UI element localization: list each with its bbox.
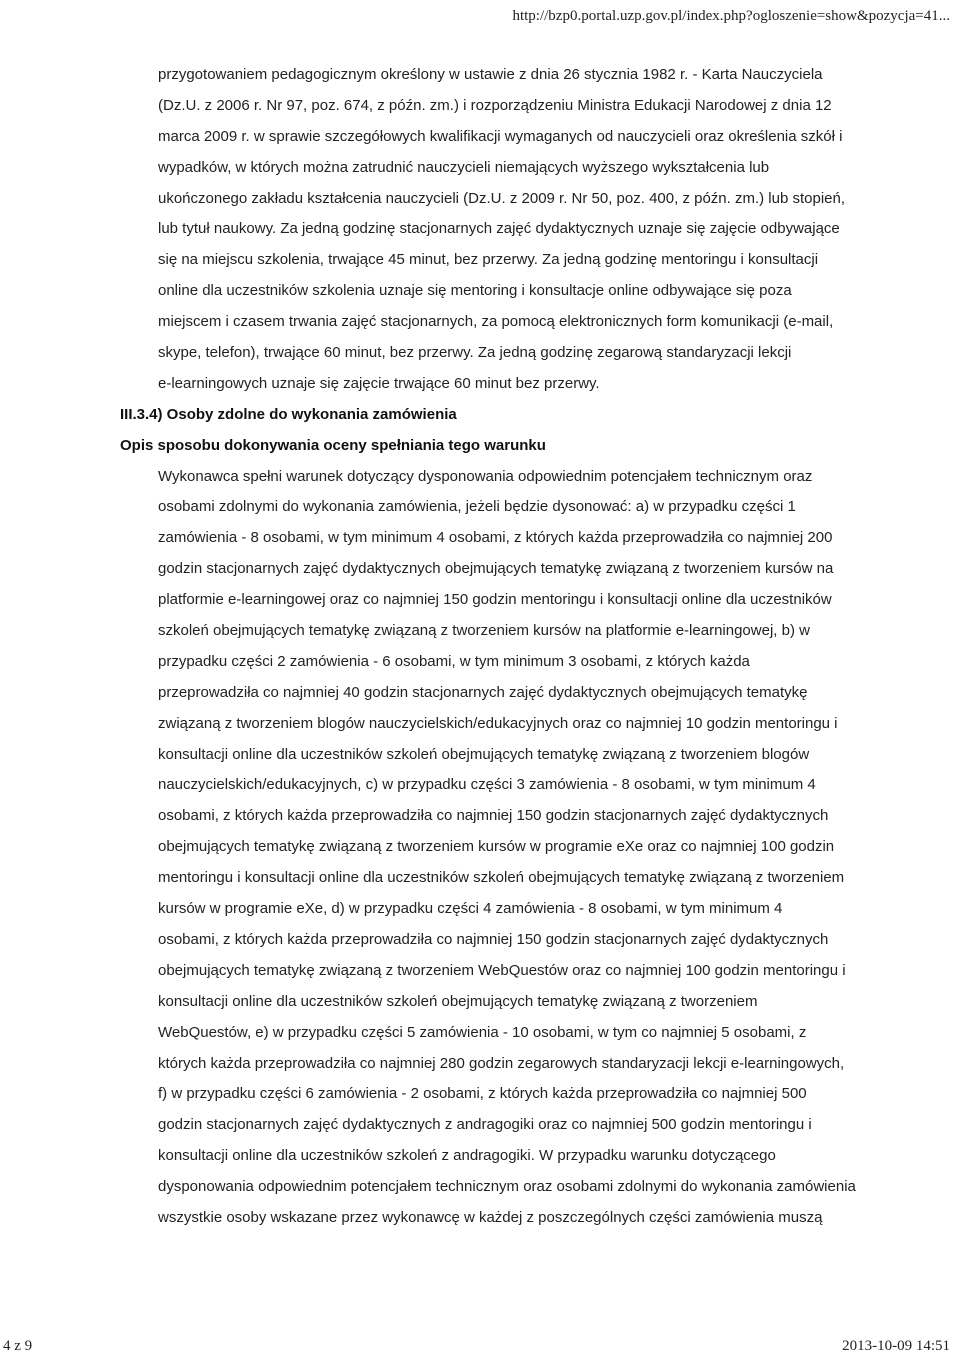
- text-line: WebQuestów, e) w przypadku części 5 zamówienia - 10 osobami, w tym co najmniej 5 osobami, z: [158, 1023, 807, 1041]
- text-line: platformie e-learningowej oraz co najmniej 150 godzin mentoringu i konsultacji online dla uczestników: [158, 591, 832, 609]
- page-url: http://bzp0.portal.uzp.gov.pl/index.php?ogloszenie=show&pozycja=41...: [512, 8, 950, 24]
- text-line: się na miejscu szkolenia, trwające 45 minut, bez przerwy. Za jedną godzinę mentoringu i konsultacji: [158, 251, 819, 269]
- text-line: kursów w programie eXe, d) w przypadku części 4 zamówienia - 8 osobami, w tym minimum 4: [158, 900, 783, 918]
- page-number: 4 z 9: [3, 1338, 33, 1354]
- text-line: przygotowaniem pedagogicznym określony w ustawie z dnia 26 stycznia 1982 r. - Karta Nauczyciela: [158, 66, 823, 83]
- text-line: obejmujących tematykę związaną z tworzeniem kursów w programie eXe oraz co najmniej 100 godzin: [158, 838, 835, 856]
- section-heading: III.3.4) Osoby zdolne do wykonania zamówienia: [120, 405, 457, 423]
- text-line: e-learningowych uznaje się zajęcie trwające 60 minut bez przerwy.: [158, 374, 600, 392]
- text-line: osobami zdolnymi do wykonania zamówienia, jeżeli będzie dysonować: a) w przypadku części 1: [158, 498, 796, 516]
- text-line: skype, telefon), trwające 60 minut, bez przerwy. Za jedną godzinę zegarową standaryzacji lekcji: [158, 344, 792, 362]
- section-subheading: Opis sposobu dokonywania oceny spełniania tego warunku: [120, 436, 546, 454]
- text-line: związaną z tworzeniem blogów nauczycielskich/edukacyjnych oraz co najmniej 10 godzin mentoringu i: [158, 714, 838, 732]
- text-line: nauczycielskich/edukacyjnych, c) w przypadku części 3 zamówienia - 8 osobami, w tym minimum 4: [158, 776, 816, 794]
- text-line: konsultacji online dla uczestników szkoleń z andragogiki. W przypadku warunku dotyczącego: [158, 1147, 776, 1165]
- text-line: przeprowadziła co najmniej 40 godzin stacjonarnych zajęć dydaktycznych obejmujących tematykę: [158, 683, 808, 701]
- print-datetime: 2013-10-09 14:51: [842, 1338, 950, 1354]
- text-line: mentoringu i konsultacji online dla uczestników szkoleń obejmujących tematykę związaną z tworzeniem: [158, 869, 845, 887]
- text-line: osobami, z których każda przeprowadziła co najmniej 150 godzin stacjonarnych zajęć dydaktycznych: [158, 930, 829, 948]
- text-line: wszystkie osoby wskazane przez wykonawcę w każdej z poszczególnych części zamówienia muszą: [158, 1208, 823, 1226]
- text-line: konsultacji online dla uczestników szkoleń obejmujących tematykę związaną z tworzeniem blogów: [158, 745, 810, 763]
- text-line: osobami, z których każda przeprowadziła co najmniej 150 godzin stacjonarnych zajęć dydaktycznych: [158, 807, 829, 825]
- text-line: dysponowania odpowiednim potencjałem technicznym oraz osobami zdolnymi do wykonania zamówienia: [158, 1178, 856, 1196]
- text-line: marca 2009 r. w sprawie szczegółowych kwalifikacji wymaganych od nauczycieli oraz określenia szkół i: [158, 127, 843, 145]
- text-line: obejmujących tematykę związaną z tworzeniem WebQuestów oraz co najmniej 100 godzin mentoringu i: [158, 961, 846, 979]
- text-line: online dla uczestników szkolenia uznaje się mentoring i konsultacje online odbywające się poza: [158, 282, 792, 300]
- text-line: miejscem i czasem trwania zajęć stacjonarnych, za pomocą elektronicznych form komunikacji (e-mail,: [158, 313, 834, 331]
- text-line: wypadków, w których można zatrudnić nauczycieli niemających wyższego wykształcenia lub: [158, 158, 770, 176]
- text-line: godzin stacjonarnych zajęć dydaktycznych obejmujących tematykę związaną z tworzeniem kursów na: [158, 560, 834, 578]
- text-line: szkoleń obejmujących tematykę związaną z tworzeniem kursów na platformie e-learningowej, b) w: [158, 622, 810, 640]
- text-line: ukończonego zakładu kształcenia nauczycieli (Dz.U. z 2009 r. Nr 50, poz. 400, z późn. zm.) lub stopień,: [158, 189, 846, 207]
- text-line: lub tytuł naukowy. Za jedną godzinę stacjonarnych zajęć dydaktycznych uznaje się zajęcie odbywające: [158, 220, 840, 238]
- document-body: [0, 60, 960, 1234]
- text-line: zamówienia - 8 osobami, w tym minimum 4 osobami, z których każda przeprowadziła co najmniej 200: [158, 529, 833, 547]
- text-line: przypadku części 2 zamówienia - 6 osobami, w tym minimum 3 osobami, z których każda: [158, 652, 750, 670]
- text-line: konsultacji online dla uczestników szkoleń obejmujących tematykę związaną z tworzeniem: [158, 992, 758, 1010]
- text-line: Wykonawca spełni warunek dotyczący dysponowania odpowiednim potencjałem technicznym oraz: [158, 467, 813, 485]
- text-line: f) w przypadku części 6 zamówienia - 2 osobami, z których każda przeprowadziła co najmniej 500: [158, 1085, 807, 1103]
- text-line: (Dz.U. z 2006 r. Nr 97, poz. 674, z późn. zm.) i rozporządzeniu Ministra Edukacji Narodowej z dnia 12: [158, 96, 832, 114]
- text-line: godzin stacjonarnych zajęć dydaktycznych z andragogiki oraz co najmniej 500 godzin mentoringu i: [158, 1116, 812, 1134]
- text-line: których każda przeprowadziła co najmniej 280 godzin zegarowych standaryzacji lekcji e-learningowych,: [158, 1054, 845, 1072]
